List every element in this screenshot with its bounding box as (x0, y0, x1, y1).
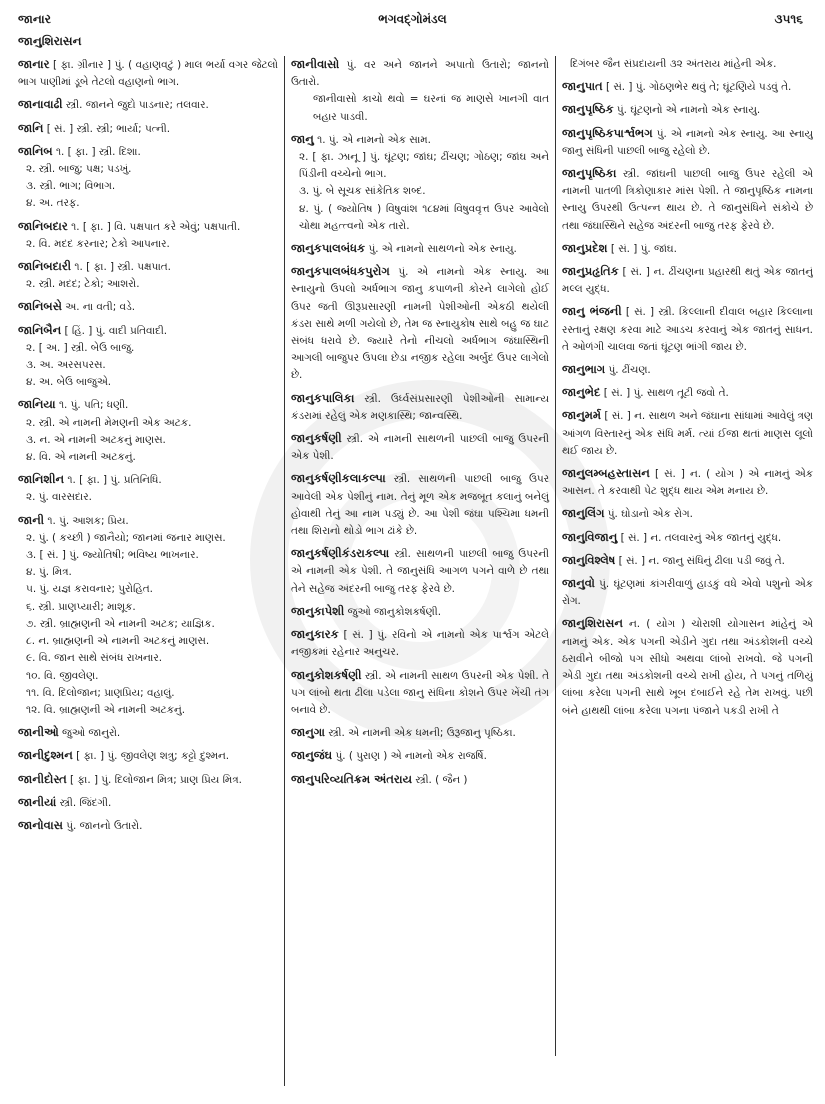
entry-definition: સ્ત્રી. જાનને જુદો પાડનાર; તલવાર. (65, 99, 209, 112)
entry-definition: પું. એ નામનો એક સ્નાયુ. આ સ્નાયુનો ઉપલો અર્ધભાગ જાનુ કપાળની કોરને લાગેલો હોઈ ઉપર જતી ઊરૂપ્રસારણી નામની પેશીઓની એકઠી થયેલી કંડરા સાથે મળી ગયેલો છે, તેમ જ સ્નાયુકોષ સાથે બહુ જ ઘાટ સંબંધ ધરાવે છે. જ્યારે તેનો નીચલો અર્ધભાગ જંઘાસ્થિની આગલી બાજુપર ઉપલા છેડા નજીક રહેલા અર્બુદ ઉપર લાગેલો છે. (291, 266, 549, 382)
entry-definition: ૧. [ ફા. ] વિ. પક્ષપાત કરે એવું; પક્ષપાતી. (71, 220, 241, 233)
entry-headword: જાનુકર્ષણીકલાકલ્પા (291, 471, 386, 486)
entry-definition: [ સં. ] ન. સાથળ અને જંઘાના સાંધામાં આવેલું ત્રણ આંગળ વિસ્તારનું એક સંધિ મર્મ. ત્યાં ઈજા થતાં માણસ લૂલો થઈ જાય છે. (562, 410, 813, 457)
entry-definition: [ ફા. ગ્રીનાર ] પું. ( વહાણવટું ) માલ ભર્યા વગર જેટલો ભાગ પાણીમાં ડૂબે તેટલો વહાણનો ભાગ. (18, 59, 278, 89)
entry-definition: સ્ત્રી. ઉર્ધ્વસંપ્રસારણી પેશીઓની સામાન્ય કંડરામાં રહેલું એક મણકાસ્થિ; જાન્વસ્થિ. (291, 392, 549, 422)
entry-headword: જાનિબદારી (18, 259, 72, 274)
entry-sense: ૪. અ. તરફ. (26, 197, 80, 210)
entry-definition: સ્ત્રી. એ નામની સાથળની પાછલી બાજુ ઉપરની એક પેશી. (291, 433, 549, 463)
entry-definition: ૧. પું. આશક; પ્રિય. (47, 514, 129, 527)
entry-sense: ૪. વિ. એ નામની અટકનું. (26, 451, 136, 464)
entry-definition: ૧. પું. એ નામનો એક સામ. (317, 133, 431, 146)
entry-sense: ૧૦. વિ. જીવલેણ. (26, 669, 99, 682)
entry-definition: [ હિં. ] પું. વાદી પ્રતિવાદી. (64, 324, 168, 337)
entry-sense: ૨. સ્ત્રી. મદદ; ટેકો; આશરો. (26, 278, 140, 291)
entry-sense: ૩. અ. અરસપરસ. (26, 359, 106, 372)
entry-definition: [ સં. ] ન. ઢીંચણના પ્રહારથી થતું એક જાતનું મલ્લ યુદ્ધ. (562, 266, 813, 296)
entry-headword: જાનિ (18, 120, 44, 135)
dictionary-entry (291, 470, 549, 540)
dictionary-entry (291, 390, 549, 425)
entry-sense: ૨. વિ. મદદ કરનાર; ટેકો આપનાર. (26, 237, 170, 250)
entry-definition: દિગંબર જૈન સંપ્રદાયની ૩૨ અંતરાય માંહેની એક. (570, 58, 777, 70)
dictionary-entry (291, 667, 549, 720)
entry-headword: જાનીવાસો (291, 57, 340, 71)
dictionary-entry (291, 545, 549, 598)
entry-headword: જાનુવિશ્લેષ (562, 552, 616, 567)
entry-definition: [ સં. ] ન. તલવારનું એક જાતનું યુદ્ધ. (620, 531, 782, 544)
entry-sense: ૪. પું. ( જ્યોતિષ ) વિષુવાંશ ૧૮૪માં વિષુવવૃત્ત ઉપર આવેલો ચોથા મહત્ત્વનો એક તારો. (299, 202, 549, 232)
entry-sense: ૪. અ. બેઉ બાજુએ. (26, 376, 112, 389)
entry-definition: ૧. પું. પતિ; ધણી. (58, 399, 129, 412)
entry-sense: ૨. સ્ત્રી. બાજુ; પક્ષ; પડખું. (26, 163, 132, 176)
entry-definition: [ સં. ] પું. સાથળ તૂટી જવો તે. (603, 387, 729, 400)
entry-sense: ૭. સ્ત્રી. બ્રાહ્મણની એ નામની અટક; યાજ્ઞિક. (26, 617, 215, 630)
dictionary-entry (562, 407, 813, 460)
entry-headword: જાનિબસે (18, 299, 62, 314)
dictionary-entry (562, 165, 813, 235)
running-title: ભગવદ્ગોમંડલ (378, 12, 447, 26)
entry-definition: પું. ( પુરાણ ) એ નામનો એક રાજર્ષિ. (335, 750, 487, 763)
entry-headword: જાનુવો (562, 576, 595, 591)
dictionary-entry (562, 575, 813, 610)
entry-definition: ૧. [ ફા. ] સ્ત્રી. દિશા. (55, 145, 141, 158)
dictionary-columns (18, 56, 813, 1086)
entry-headword: જાનીદોસ્ત (18, 771, 67, 786)
dictionary-entry (562, 384, 813, 402)
entry-definition: [ સં. ] સ્ત્રી. કિલ્લાની દીવાલ બહાર કિલ્લાના રસ્તાનું રક્ષણ કરવા માટે આડચ કરવાનું એક જાતનું સાધન. તે ઓળંગી ચાલવા જતાં ઘૂંટણ ભાંગી જાય છે. (562, 306, 813, 353)
entry-headword: જાનાર (18, 57, 50, 71)
entry-sense: ૩. [ સં. ] પું. જ્યોતિષી; ભવિષ્ય ભાખનાર. (26, 549, 199, 562)
entry-headword: જાનીયાં (18, 794, 57, 809)
entry-headword: જાનુપરિવ્યતિક્રમ અંતરાય (291, 771, 413, 786)
entry-headword: જાનુકારક (291, 627, 339, 642)
entry-definition: સ્ત્રી. એ નામની સાથળ ઉપરની એક પેશી. તે પગ લાંબો થતા ઢીલા પડેલા જાનુ સંધિના કોશને ઉપર ખેંચી તંગ બનાવે છે. (291, 669, 549, 716)
entry-definition: પું. એ નામનો એક સ્નાયુ. આ સ્નાયુ જાનુ સંધિની પાછલી બાજુ રહેલો છે. (562, 127, 813, 157)
entry-headword: જાનુગા (291, 725, 325, 740)
entry-sense: ૨. સ્ત્રી. એ નામની મેમણની એક અટક. (26, 416, 192, 429)
entry-headword: જાનુકપાલબંધકપુરોગ (291, 264, 390, 279)
entry-headword: જાનુ ભંજની (562, 304, 622, 319)
entry-headword: જાનુકપાલિકા (291, 390, 355, 405)
page-number: ૩૫૧૬ (774, 12, 803, 26)
entry-headword: જાનુકાપેશી (291, 603, 345, 618)
entry-headword: જાનિયા (18, 397, 56, 412)
entry-headword: જાનોવાસ (18, 817, 63, 832)
entry-headword: જાનુભાગ (562, 362, 606, 377)
dictionary-entry (562, 263, 813, 298)
entry-sense: ૩. પું. બે સૂચક સાંકેતિક શબ્દ. (299, 185, 426, 198)
entry-definition: ૧. [ ફા. ] સ્ત્રી. પક્ષપાત. (74, 261, 171, 274)
entry-headword: જાનુપાત (562, 79, 603, 94)
entry-definition: [ સં. ] પું. રવિનો એ નામનો એક પાર્શ્વગ એટલે નજીકમાં રહેનાર અનુચર. (291, 629, 549, 659)
entry-headword: જાનીઓ (18, 725, 59, 740)
dictionary-entry (291, 430, 549, 465)
entry-definition: સ્ત્રી. ( જૈન ) (415, 773, 468, 786)
dictionary-entry (562, 303, 813, 356)
dictionary-entry (562, 505, 813, 523)
entry-sense: ૧૧. વિ. દિલોજાન; પ્રાણપ્રિય; વહાલું. (26, 686, 175, 699)
dictionary-entry (18, 747, 278, 765)
dictionary-entry (291, 263, 549, 384)
entry-headword: જાનિબદાર (18, 218, 68, 233)
dictionary-entry (291, 747, 549, 765)
entry-definition: ૧. [ ફા. ] પું. પ્રતિનિધિ. (67, 474, 162, 487)
entry-definition: [ ફા. ] પું. દિલોજાન મિત્ર; પ્રાણ પ્રિય મિત્ર. (70, 773, 242, 786)
entry-headword: જાનુપ્રદેશ (562, 240, 608, 255)
entry-definition: પું. ઢીંચણ. (608, 364, 651, 377)
dictionary-entry (291, 56, 549, 126)
entry-sense: ૪. પું. મિત્ર. (26, 566, 72, 579)
dictionary-entry (291, 603, 549, 621)
dictionary-entry (18, 298, 278, 316)
entry-headword: જાનિબ (18, 143, 53, 158)
entry-definition: [ સં. ] ન. જાનુ સંધિનું ઢીલા પડી જવું તે. (618, 554, 785, 567)
last-guide-word: જાનુશિરાસન (18, 34, 82, 48)
dictionary-entry (562, 361, 813, 379)
entry-sense: ૫. પું. યજ્ઞ કરાવનાર; પુરોહિત. (26, 583, 153, 596)
dictionary-entry (562, 78, 813, 96)
dictionary-entry (291, 724, 549, 742)
dictionary-entry (18, 143, 278, 213)
entry-headword: જાનિબૈન (18, 322, 62, 337)
entry-definition: પું. ઘોડાનો એક રોગ. (607, 508, 693, 521)
entry-headword: જાનુજંઘ (291, 748, 333, 763)
entry-definition: [ સં. ] સ્ત્રી. સ્ત્રી; ભાર્યા; પત્ની. (46, 122, 171, 135)
dictionary-entry (291, 131, 549, 235)
dictionary-entry (562, 56, 813, 73)
entry-headword: જાનુપૃષ્ઠિક (562, 102, 614, 117)
entry-definition: પું. જાનનો ઉતારો. (66, 819, 143, 832)
entry-sense: ૩. ન. એ નામની અટકનું માણસ. (26, 433, 166, 446)
entry-headword: જાનાવાઢી (18, 97, 63, 112)
entry-definition: પું. એ નામનો સાથળનો એક સ્નાયુ. (368, 243, 517, 256)
entry-sense: ૮. ન. બ્રાહ્મણની એ નામની અટકનું માણસ. (26, 635, 210, 648)
dictionary-entry (18, 96, 278, 114)
dictionary-entry (562, 529, 813, 547)
entry-headword: જાની (18, 512, 45, 527)
column-2 (285, 56, 556, 1056)
dictionary-entry (18, 56, 278, 91)
entry-headword: જાનુવિજાનુ (562, 529, 618, 544)
column-3 (556, 56, 813, 1086)
page-header (0, 0, 825, 50)
entry-sense: ૨. [ ફા. ઝાનૂ ] પું. ઘૂંટણ; જાંઘ; ઢીંચણ; ગોઠણ; જાંઘ અને પિંડીની વચ્ચેનો ભાગ. (299, 151, 549, 181)
first-guide-word: જાનાર (18, 12, 51, 26)
dictionary-entry (562, 552, 813, 570)
entry-headword: જાનુશિરાસન (562, 616, 623, 631)
entry-sense: ૩. સ્ત્રી. ભાગ; વિભાગ. (26, 180, 116, 193)
entry-sense: ૬. સ્ત્રી. પ્રાણપ્યારી; માશૂક. (26, 600, 136, 613)
entry-sense: ૨. [ અ. ] સ્ત્રી. બેઉ બાજુ. (26, 341, 135, 354)
dictionary-entry (291, 240, 549, 258)
entry-headword: જાનુ (291, 131, 314, 146)
entry-definition: [ સં. ] પું. જાંઘ. (610, 242, 677, 255)
entry-definition: પું. ઘૂંટણનો એ નામનો એક સ્નાયુ. (616, 104, 761, 117)
entry-definition: ન. ( યોગ ) ચોરાશી યોગાસન માંહેનું એ નામનું એક. એક પગની એડીને ગુદા તથા અંડકોશની વચ્ચે ઠરાવીને બીજો પગ સીધો અથવા લાંબો રાખવો. જે પગની એડી ગુદા તથા અંડકોશની વચ્ચે રાખી હોય, તે પગનું તળિયું લાંબા કરેલા પગની સાથે ખૂબ દબાઈને રહે તેમ રાખવું. પછી બંને હાથથી લાંબા કરેલા પગના પંજાને પકડી રાખી તે (562, 618, 813, 717)
entry-headword: જાનુપૃષ્ઠિકા (562, 166, 617, 181)
dictionary-entry (562, 240, 813, 258)
entry-headword: જાનુકોશકર્ષણી (291, 667, 362, 682)
entry-headword: જાનુમર્મ (562, 408, 602, 423)
dictionary-entry (18, 817, 278, 835)
entry-sense: ૧૨. વિ. બ્રાહ્મણની એ નામની અટકનું. (26, 703, 186, 716)
entry-definition: [ સં. ] પું. ગોઠણભેર થવું તે; ઘૂંટણિયે પડવું તે. (606, 81, 792, 94)
entry-definition: સ્ત્રી. સાથળની પાછલી બાજુ ઉપરની એ નામની એક પેશી. તે જાનુસંધિ આગળ પગને વાળે છે તથા તેને સહેજ અંદરની બાજુ તરફ ફેરવે છે. (291, 548, 549, 595)
entry-definition: જુઓ જાનુરો. (62, 727, 121, 740)
entry-definition: સ્ત્રી. જિંદગી. (59, 796, 112, 809)
dictionary-entry (18, 396, 278, 466)
entry-headword: જાનીદુશ્મન (18, 748, 73, 763)
dictionary-entry (18, 258, 278, 293)
entry-sense: ૨. પું. વારસદાર. (26, 491, 92, 504)
entry-definition: [ સં. ] ન. ( યોગ ) એ નામનું એક આસન. તે કરવાથી પેટ શુદ્ધ થાય એમ મનાય છે. (562, 468, 813, 498)
entry-idiom: જાનીવાસો કાચો થવો = ઘરનાં જ માણસે ખાનગી વાત બહાર પાડવી. (313, 93, 549, 123)
dictionary-entry (291, 626, 549, 661)
entry-headword: જાનુભેદ (562, 385, 601, 400)
dictionary-entry (562, 101, 813, 119)
dictionary-entry (291, 771, 549, 789)
dictionary-entry (562, 125, 813, 160)
entry-definition: [ ફા. ] પું. જીવલેણ શત્રુ; કટ્ટો દુશ્મન. (76, 750, 230, 763)
entry-headword: જાનુલમ્બહસ્તાસન (562, 466, 650, 481)
dictionary-entry (18, 322, 278, 392)
entry-sense: ૨. પું. ( કચ્છી ) જાનૈયો; જાનમાં જનાર માણસ. (26, 531, 226, 544)
dictionary-entry (18, 512, 278, 719)
entry-headword: જાનુલિંગ (562, 506, 605, 521)
entry-definition: સ્ત્રી. એ નામની એક ધમની; ઉરૂજાનુ પૃષ્ઠિકા. (328, 727, 516, 740)
entry-definition: અ. ના વતી; વડે. (65, 301, 136, 314)
entry-headword: જાનિશીન (18, 472, 65, 487)
dictionary-entry (18, 218, 278, 253)
dictionary-entry (18, 724, 278, 742)
dictionary-entry (562, 615, 813, 719)
entry-definition: જુઓ જાનુકોશકર્ષણી. (347, 605, 442, 618)
entry-headword: જાનુકર્ષણી (291, 431, 342, 446)
column-1 (18, 56, 285, 1086)
dictionary-entry (18, 771, 278, 789)
entry-headword: જાનુપ્રહૃતિક (562, 264, 619, 279)
dictionary-entry (18, 471, 278, 506)
entry-definition: પું. ઘૂંટણમાં કાંગરીવાળું હાડકું વધે એવો પશુનો એક રોગ. (562, 578, 813, 608)
dictionary-entry (562, 465, 813, 500)
entry-headword: જાનુકર્ષણીકંડરાકલ્પા (291, 546, 390, 561)
dictionary-entry (18, 794, 278, 812)
entry-definition: પું. વર અને જાનને અપાતો ઉતારો; જાનનો ઉતારો. (291, 59, 549, 89)
entry-definition: સ્ત્રી. સાથળની પાછલી બાજુ ઉપર આવેલી એક પેશીનું નામ. તેનું મૂળ એક મજબૂત કલાનું બનેલું હોવાથી તેનું આ નામ પડ્યું છે. આ પેશી જંઘા પશ્ચિમા ધમની તથા શિરાનો થોડો ભાગ ઢાંકે છે. (291, 473, 549, 538)
entry-definition: સ્ત્રી. જાંઘની પાછલી બાજુ ઉપર રહેલી એ નામની પાતળી ત્રિકોણાકાર માંસ પેશી. તે જાનુપૃષ્ઠિક નામના સ્નાયુ ઉપરથી ઉત્પન્ન થાય છે. તે જાનુસંધિને સંકોચે છે તથા જંઘાસ્થિને સહેજ અંદરની બાજુ તરફ ફેરવે છે. (562, 168, 813, 232)
entry-headword: જાનુપૃષ્ઠિકપાર્શ્વભગ (562, 125, 653, 140)
entry-headword: જાનુકપાલબંધક (291, 241, 366, 256)
dictionary-entry (18, 120, 278, 138)
entry-sense: ૯. વિ. જાન સાથે સંબંધ રાખનાર. (26, 652, 163, 665)
